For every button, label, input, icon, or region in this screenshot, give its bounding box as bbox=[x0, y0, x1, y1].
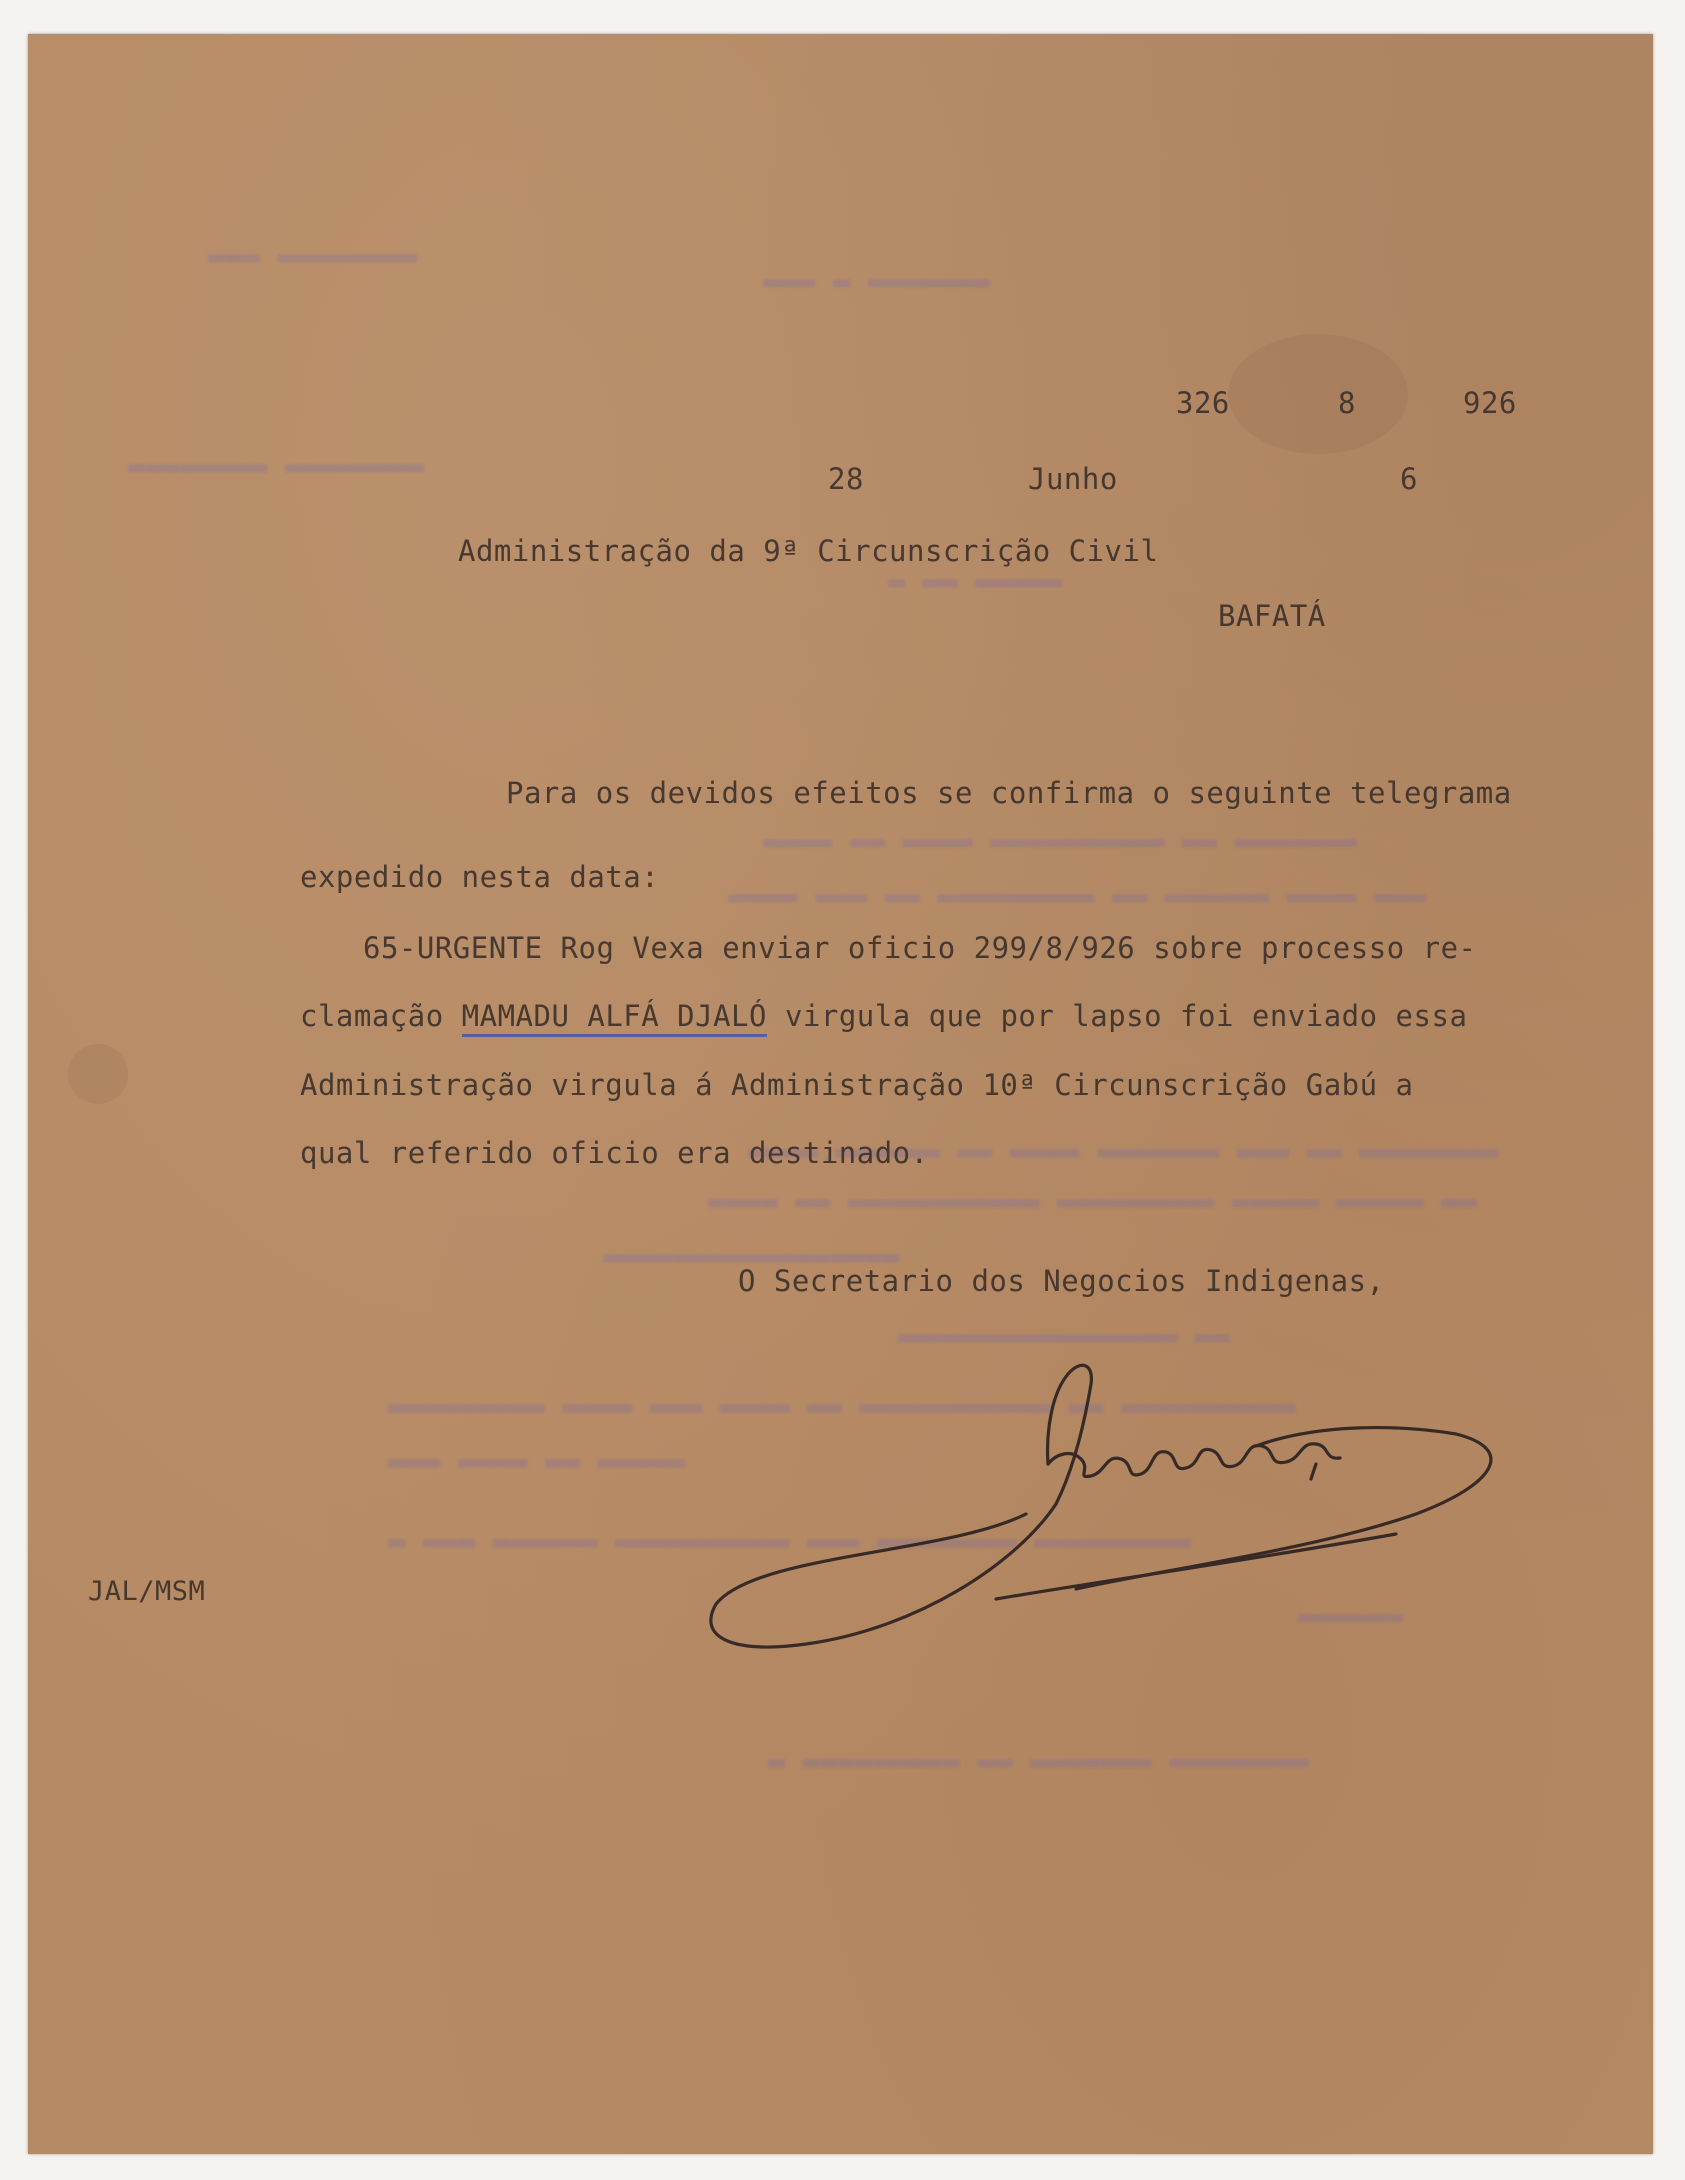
body-line-1: Para os devidos efeitos se confirma o seguinte telegrama bbox=[506, 776, 1512, 810]
body-line-2: expedido nesta data: bbox=[300, 860, 660, 894]
typist-initials: JAL/MSM bbox=[88, 1576, 206, 1607]
body-line-5: Administração virgula á Administração 10ª Circunscrição Gabú a bbox=[300, 1068, 1414, 1102]
bleed-through-text: ▬▬▬ ▬ ▬▬▬▬▬▬▬ bbox=[763, 264, 990, 298]
body-line-4-suffix: virgula que por lapso foi enviado essa bbox=[784, 999, 1468, 1033]
handwritten-signature bbox=[696, 1354, 1516, 1674]
bleed-through-text: ▬ ▬▬▬▬▬▬▬▬▬ ▬▬ ▬▬▬▬▬▬▬ ▬▬▬▬▬▬▬▬ bbox=[768, 1744, 1310, 1778]
bleed-through-text: ▬ ▬▬ ▬▬▬▬▬ bbox=[888, 564, 1063, 598]
date-day: 28 bbox=[828, 462, 864, 496]
bleed-through-text: ▬▬▬▬ ▬▬ ▬▬▬▬ ▬▬▬▬▬▬▬▬▬▬ ▬▬ ▬▬▬▬▬▬▬ bbox=[763, 824, 1357, 858]
bleed-through-text: ▬ ▬▬▬ ▬▬▬▬▬▬ ▬▬▬▬▬▬▬▬▬▬ ▬▬▬ ▬▬▬▬▬▬▬▬ ▬▬▬▬▬▬▬▬▬ bbox=[388, 1524, 1192, 1558]
bleed-through-text: ▬▬▬▬▬▬▬▬ ▬▬▬▬▬▬▬▬ bbox=[128, 449, 425, 483]
addressee-city: BAFATÁ bbox=[1218, 599, 1326, 633]
paper-stain bbox=[68, 1044, 128, 1104]
date-year-suffix: 6 bbox=[1400, 462, 1418, 496]
bleed-through-text: ▬▬▬▬.▬▬▬▬▬▬ ▬▬ ▬▬▬▬ ▬▬▬▬▬▬▬ ▬▬▬ ▬▬ ▬▬▬▬▬▬▬▬ bbox=[748, 1134, 1499, 1168]
paper-stain bbox=[1228, 334, 1408, 454]
bleed-through-text: ▬▬▬▬▬▬▬▬▬▬▬▬▬▬▬▬▬ bbox=[603, 1239, 900, 1273]
bleed-through-text: ▬▬▬▬▬▬▬▬▬▬▬▬▬▬▬▬ ▬▬ bbox=[898, 1319, 1230, 1353]
body-line-4-prefix: clamação bbox=[300, 999, 444, 1033]
document-page bbox=[28, 34, 1653, 2154]
body-line-6: qual referido oficio era destinado. bbox=[300, 1136, 929, 1170]
bleed-through-text: ▬▬▬ ▬▬▬▬▬▬▬▬ bbox=[208, 239, 418, 273]
reference-number: 326 bbox=[1176, 386, 1230, 420]
reference-series: 8 bbox=[1338, 386, 1356, 420]
claimant-name: MAMADU ALFÁ DJALÓ bbox=[462, 999, 767, 1037]
bleed-through-text: ▬▬▬▬▬▬ bbox=[1298, 1599, 1403, 1633]
bleed-through-text: ▬▬▬▬▬▬▬▬▬ ▬▬▬▬ ▬▬▬ ▬▬▬▬ ▬▬ ▬▬▬▬▬▬▬▬▬▬▬ ▬▬ ▬▬▬▬▬▬▬▬▬▬ bbox=[388, 1389, 1296, 1423]
bleed-through-text: ▬▬▬▬ ▬▬ ▬▬▬▬▬▬▬▬▬▬▬ ▬▬▬▬▬▬▬▬▬ ▬▬▬▬▬ ▬▬▬▬▬ ▬▬ bbox=[708, 1184, 1477, 1218]
bleed-through-text: ▬▬▬▬ ▬▬▬ ▬▬ ▬▬▬▬▬▬▬▬▬ ▬▬ ▬▬▬▬▬▬ ▬▬▬▬ ▬▬▬ bbox=[728, 879, 1427, 913]
body-line-4 bbox=[300, 999, 1467, 1033]
bleed-through-text: ▬▬▬ ▬▬▬▬ ▬▬ ▬▬▬▬▬ bbox=[388, 1444, 685, 1478]
addressee-line: Administração da 9ª Circunscrição Civil bbox=[458, 534, 1159, 568]
closing-title: O Secretario dos Negocios Indigenas, bbox=[738, 1264, 1385, 1298]
date-month: Junho bbox=[1028, 462, 1118, 496]
reference-year: 926 bbox=[1463, 386, 1517, 420]
body-line-3: 65-URGENTE Rog Vexa enviar oficio 299/8/926 sobre processo re- bbox=[363, 931, 1477, 965]
